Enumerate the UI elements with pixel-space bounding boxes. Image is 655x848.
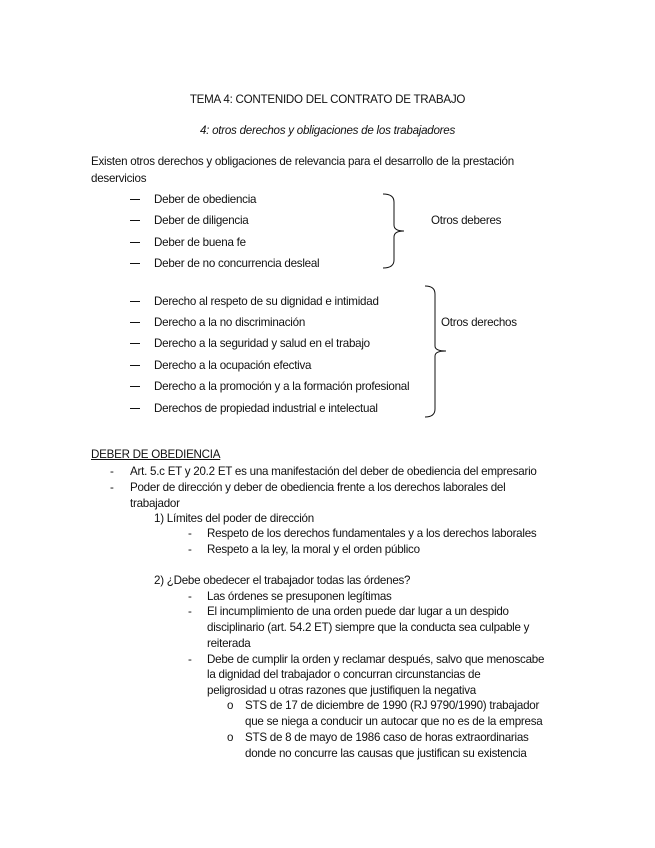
list-dash-icon: [130, 322, 140, 323]
circle-bullet-marker: o: [227, 731, 234, 744]
sub-heading: 2) ¿Debe obedecer el trabajador todas las órdenes?: [154, 574, 411, 587]
sub-heading: 1) Límites del poder de dirección: [154, 512, 314, 525]
derecho-item: Derecho a la promoción y a la formación profesional: [154, 380, 410, 393]
bullet-marker: -: [188, 527, 192, 540]
list-dash-icon: [130, 408, 140, 409]
bullet-text: Las órdenes se presuponen legítimas: [207, 590, 392, 603]
bullet-text: Poder de dirección y deber de obediencia frente a los derechos laborales del: [130, 481, 506, 494]
document-subtitle: 4: otros derechos y obligaciones de los trabajadores: [199, 124, 456, 137]
deberes-brace-icon: [378, 192, 408, 270]
bullet-text: peligrosidad u otras razones que justifiquen la negativa: [207, 684, 476, 697]
bullet-text: la dignidad del trabajador o concurran circunstancias de: [207, 668, 481, 681]
deberes-label: Otros deberes: [431, 214, 502, 227]
list-dash-icon: [130, 263, 140, 264]
deber-item: Deber de buena fe: [154, 236, 246, 249]
bullet-marker: -: [188, 590, 192, 603]
circle-bullet-marker: o: [227, 699, 234, 712]
derecho-item: Derechos de propiedad industrial e intelectual: [154, 402, 378, 415]
document-title: TEMA 4: CONTENIDO DEL CONTRATO DE TRABAJO: [189, 93, 466, 106]
list-dash-icon: [130, 199, 140, 200]
derechos-label: Otros derechos: [441, 316, 517, 329]
derecho-item: Derecho al respeto de su dignidad e intimidad: [154, 295, 379, 308]
case-text: STS de 17 de diciembre de 1990 (RJ 9790/1990) trabajador: [245, 699, 540, 712]
bullet-marker: -: [188, 605, 192, 618]
list-dash-icon: [130, 242, 140, 243]
bullet-text: reiterada: [207, 637, 251, 650]
list-dash-icon: [130, 365, 140, 366]
bullet-marker: -: [188, 653, 192, 666]
section-heading: DEBER DE OBEDIENCIA: [91, 448, 221, 461]
bullet-text: trabajador: [130, 497, 180, 510]
bullet-text: El incumplimiento de una orden puede dar lugar a un despido: [207, 605, 509, 618]
list-dash-icon: [130, 220, 140, 221]
list-dash-icon: [130, 343, 140, 344]
deber-item: Deber de no concurrencia desleal: [154, 257, 320, 270]
case-text: donde no concurre las causas que justifican su existencia: [245, 747, 527, 760]
bullet-text: Respeto a la ley, la moral y el orden público: [207, 543, 420, 556]
bullet-text: Art. 5.c ET y 20.2 ET es una manifestación del deber de obediencia del empresario: [130, 465, 537, 478]
case-text: que se niega a conducir un autocar que no es de la empresa: [245, 715, 543, 728]
bullet-text: Respeto de los derechos fundamentales y a los derechos laborales: [207, 527, 537, 540]
list-dash-icon: [130, 301, 140, 302]
bullet-text: Debe de cumplir la orden y reclamar después, salvo que menoscabe: [207, 653, 545, 666]
case-text: STS de 8 de mayo de 1986 caso de horas extraordinarias: [245, 731, 529, 744]
deber-item: Deber de obediencia: [154, 193, 257, 206]
bullet-text: disciplinario (art. 54.2 ET) siempre que la conducta sea culpable y: [207, 621, 530, 634]
bullet-marker: -: [188, 543, 192, 556]
derechos-brace-icon: [422, 284, 452, 420]
derecho-item: Derecho a la ocupación efectiva: [154, 359, 312, 372]
derecho-item: Derecho a la seguridad y salud en el trabajo: [154, 337, 370, 350]
bullet-marker: -: [110, 465, 114, 478]
deber-item: Deber de diligencia: [154, 214, 249, 227]
derecho-item: Derecho a la no discriminación: [154, 316, 306, 329]
list-dash-icon: [130, 386, 140, 387]
intro-line-1: Existen otros derechos y obligaciones de relevancia para el desarrollo de la prestación: [91, 155, 514, 168]
bullet-marker: -: [110, 481, 114, 494]
intro-line-2: deservicios: [91, 172, 147, 185]
